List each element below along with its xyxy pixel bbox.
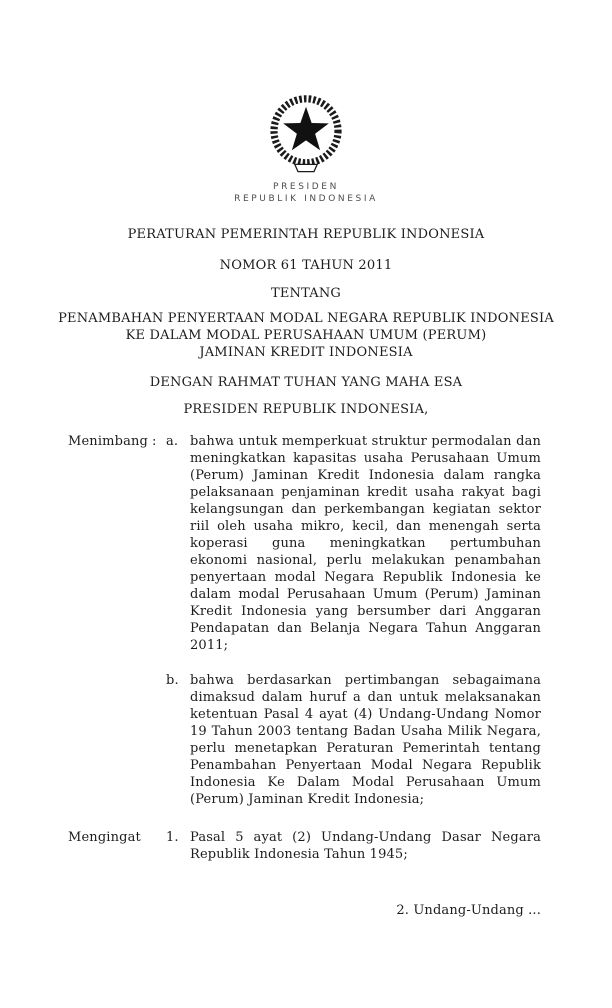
doc-subject bbox=[0, 310, 612, 361]
item-marker: a. bbox=[166, 434, 179, 450]
org-name bbox=[0, 182, 612, 205]
recitals-section bbox=[68, 829, 541, 863]
grace-line: DENGAN RAHMAT TUHAN YANG MAHA ESA bbox=[149, 375, 463, 391]
item-marker: b. bbox=[166, 673, 179, 689]
considerations-items bbox=[166, 433, 541, 808]
doc-number: NOMOR 61 TAHUN 2011 bbox=[219, 258, 393, 274]
document-body bbox=[0, 433, 612, 863]
subject-line-1: PENAMBAHAN PENYERTAAN MODAL NEGARA REPUBLIK INDONESIA bbox=[58, 311, 554, 327]
considerations-separator: : bbox=[152, 434, 157, 450]
item-text: bahwa untuk memperkuat struktur permodalan dan meningkatkan kapasitas usaha Perusahaan Umum (Perum) Jaminan Kredit Indonesia dalam rangka pelaksanaan penjaminan kredit usaha rakyat bagi kelangsungan dan perkembangan kegiatan sektor riil oleh usaha mikro, kecil, dan menengah serta koperasi guna meningkatkan pertumbuhan ekonomi nasional, perlu melakukan penambahan penyertaan modal Negara Republik Indonesia ke dalam modal Perusahaan Umum (Perum) Jaminan Kredit Indonesia yang bersumber dari Anggaran Pendapatan dan Belanja Negara Tahun Anggaran 2011; bbox=[190, 434, 541, 654]
recital-item-1 bbox=[166, 829, 541, 863]
item-text: Pasal 5 ayat (2) Undang-Undang Dasar Negara Republik Indonesia Tahun 1945; bbox=[190, 830, 541, 863]
authority-line: PRESIDEN REPUBLIK INDONESIA, bbox=[183, 402, 429, 418]
org-line-presiden: PRESIDEN bbox=[273, 182, 339, 192]
page-catchword: 2. Undang-Undang ... bbox=[396, 903, 541, 919]
org-line-republik: REPUBLIK INDONESIA bbox=[234, 193, 378, 204]
item-marker: 1. bbox=[166, 830, 179, 846]
considerations-section bbox=[68, 433, 541, 808]
recitals-items bbox=[166, 829, 541, 863]
doc-title: PERATURAN PEMERINTAH REPUBLIK INDONESIA bbox=[127, 227, 485, 243]
recitals-label: Mengingat bbox=[68, 830, 141, 846]
item-text: bahwa berdasarkan pertimbangan sebagaimana dimaksud dalam huruf a dan untuk melaksanakan ketentuan Pasal 4 ayat (4) Undang-Undang Nomor 19 Tahun 2003 tentang Badan Usaha Milik Negara, perlu menetapkan Peraturan Pemerintah tentang Penambahan Penyertaan Modal Negara Republik Indonesia Ke Dalam Modal Perusahaan Umum (Perum) Jaminan Kredit Indonesia; bbox=[190, 673, 541, 808]
subject-line-2: KE DALAM MODAL PERUSAHAAN UMUM (PERUM) bbox=[125, 328, 487, 344]
considerations-label: Menimbang bbox=[68, 434, 148, 450]
tentang-label: TENTANG bbox=[270, 286, 342, 302]
consideration-item-a bbox=[166, 433, 541, 654]
subject-line-3: JAMINAN KREDIT INDONESIA bbox=[199, 345, 413, 361]
consideration-item-b bbox=[166, 672, 541, 808]
presidential-emblem bbox=[266, 92, 346, 176]
